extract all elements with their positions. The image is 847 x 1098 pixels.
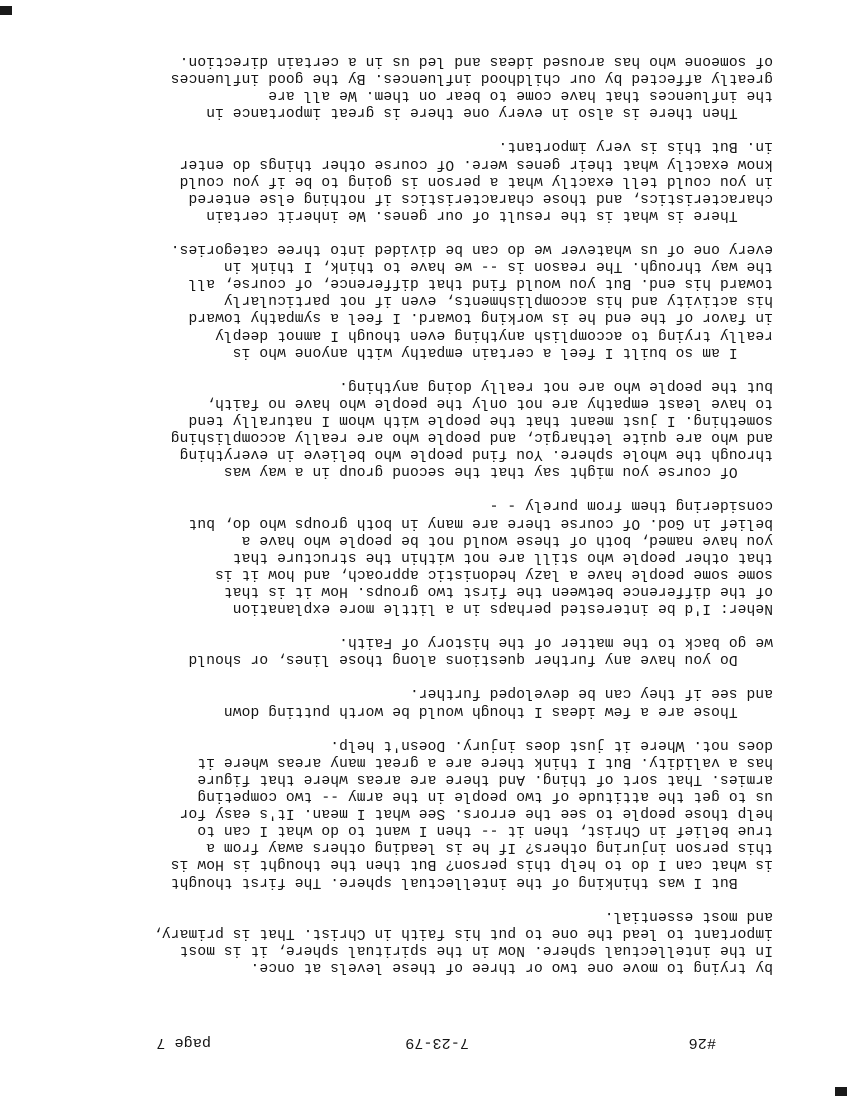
text-line: the influences that have come to bear on them. We all are: [268, 87, 773, 104]
document-date: 7-23-79: [405, 1034, 469, 1052]
text-line: and most essential.: [604, 907, 773, 924]
text-line: I am so built I feel a certain empathy with anyone who is: [232, 343, 773, 360]
paragraph: [73, 240, 773, 360]
text-line: But I was thinking of the intellectual sphere. The first thought: [170, 873, 773, 890]
text-line: Of course you might say that the second group in a way was: [223, 463, 773, 480]
text-line: toward his end. But you would find that difference, of course, all: [188, 275, 773, 292]
paragraph: [73, 907, 773, 975]
paragraph: [73, 633, 773, 667]
text-line: has a validity. But I think there are a great many areas where it: [197, 753, 773, 770]
text-line: you have named, both of these would not be people who have a: [241, 531, 773, 548]
text-line: of someone who has aroused ideas and led us in a certain direction.: [179, 53, 773, 70]
text-line: and who are quite lethargic, and people who are really accomplishing: [170, 429, 773, 446]
text-line: Then there is also in every one there is great importance in: [206, 104, 773, 121]
text-line: in you could tell exactly what a person is going to be if you could: [179, 172, 773, 189]
page-number: page 7: [156, 1034, 211, 1052]
corner-mark: [835, 1087, 847, 1096]
text-line: and see if they can be developed further.: [409, 685, 773, 702]
paragraph: [73, 52, 773, 120]
text-line: know exactly what their genes were. Of course other things do enter: [179, 155, 773, 172]
page-header: [0, 1028, 847, 1052]
text-line: the way through. The reason is -- we have to think, I think in: [223, 258, 773, 275]
text-line: important to lead the one to put his faith in Christ. That is primary,: [152, 924, 773, 941]
text-line: In the intellectual sphere. Now in the spiritual sphere, it is most: [179, 941, 773, 958]
text-line: that other people who still are not within the structure that: [232, 548, 773, 565]
text-line: true belief in Christ, then it -- then I want to do what I can to: [197, 822, 773, 839]
text-line: in. But this is very important.: [498, 138, 773, 155]
paragraph: [73, 684, 773, 718]
text-line: belief in God. Of course there are many in both groups who do, but: [188, 514, 773, 531]
text-line: really trying to accomplish anything even though I amnot deeply: [214, 326, 773, 343]
text-line: There is what is the result of our genes. We inherit certain: [206, 206, 773, 223]
transcript-body: [73, 35, 773, 975]
paragraph: [73, 137, 773, 222]
text-line: greatly affected by our childhood influences. By the good influences: [170, 70, 773, 87]
text-line: we go back to the matter of the history of Faith.: [338, 634, 773, 651]
text-line: Those are a few ideas I though would be worth putting down: [223, 702, 773, 719]
corner-mark: [0, 6, 12, 15]
text-line: Do you have any further questions along those lines, or should: [188, 651, 773, 668]
text-line: Neher: I'd be interested perhaps in a little more explanation: [232, 600, 773, 617]
text-line: does not. Where it just does injury. Doesn't help.: [330, 736, 773, 753]
text-line: of the difference between the first two groups. How it is that: [223, 582, 773, 599]
text-line: us to get the attitude of two people in the army -- two competing: [197, 788, 773, 805]
text-line: some some people have a lazy hedonistic approach, and how it is: [214, 565, 773, 582]
text-line: help those people to see the errors. See what I mean. It's easy for: [179, 805, 773, 822]
text-line: characteristics, and those characteristics if nothing else entered: [188, 189, 773, 206]
text-line: armies. That sort of thing. And there are areas where that figure: [197, 770, 773, 787]
text-line: his activity and his accomplishments, even if not particularly: [223, 292, 773, 309]
paragraph: [73, 377, 773, 480]
paragraph: [73, 496, 773, 616]
text-line: considering them from purely - -: [489, 497, 773, 514]
text-line: this person injuring others? If he is leading others away from a: [206, 839, 773, 856]
text-line: every one of us whatever we do can be divided into three categories.: [170, 241, 773, 258]
text-line: is what can I do to help this person? But then the thought is How is: [170, 856, 773, 873]
document-number: #26: [688, 1034, 716, 1052]
paragraph: [73, 736, 773, 890]
text-line: through the whole sphere. You find people who believe in everything: [179, 446, 773, 463]
text-line: in favor of the end he is working toward. I feel a sympathy toward: [188, 309, 773, 326]
text-line: by trying to move one two or three of these levels at once.: [250, 959, 773, 975]
text-line: but the people who are not really doing anything.: [338, 377, 773, 394]
text-line: to have least empathy are not only the people who have no faith,: [206, 394, 773, 411]
text-line: something. I just meant that the people with whom I naturally tend: [188, 412, 773, 428]
